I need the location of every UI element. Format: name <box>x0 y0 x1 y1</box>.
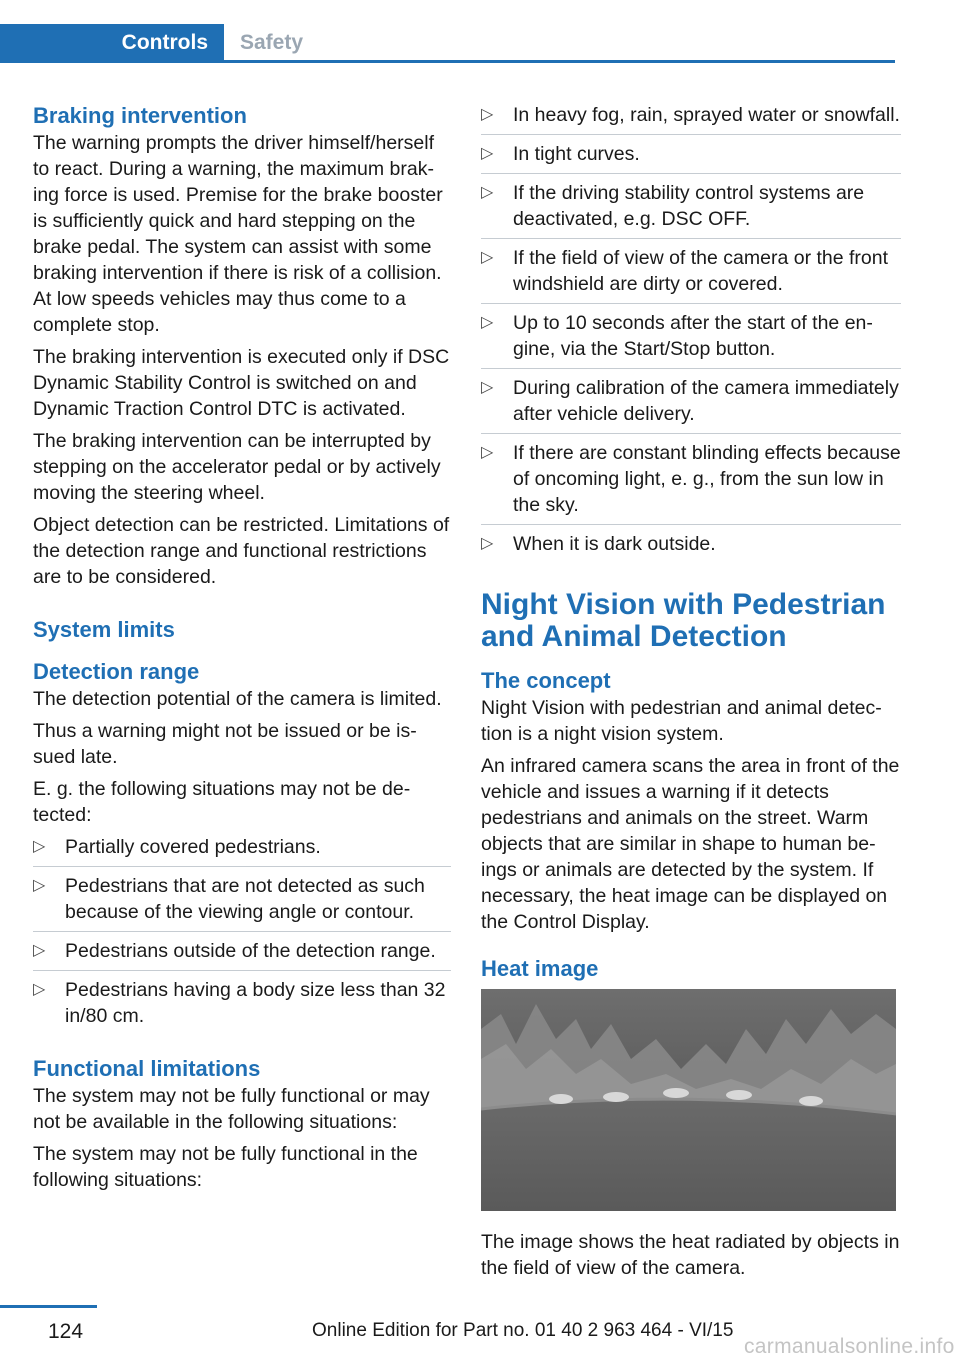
right-column <box>481 102 901 1287</box>
list-item: ▷ If the driving stability control systems are deactivated, e.g. DSC OFF. <box>481 180 901 239</box>
list-item: ▷ Up to 10 seconds after the start of the engine, via the Start/Stop button. <box>481 310 901 369</box>
triangle-bullet-icon: ▷ <box>481 106 494 123</box>
detection-paragraph-1: The detection potential of the camera is limited. <box>33 688 442 710</box>
detection-range-heading: Detection range <box>33 659 200 684</box>
braking-paragraph-2: The braking intervention is executed only if DSC Dynamic Stability Control is switched on and Dynamic Traction Control DTC is activated. <box>33 346 450 420</box>
list-item: ▷ During calibration of the camera immediately after vehicle delivery. <box>481 375 901 434</box>
triangle-bullet-icon: ▷ <box>481 535 494 552</box>
heat-image-caption: The image shows the heat radiated by objects in the field of view of the camera. <box>481 1231 900 1279</box>
list-item: ▷ Pedestrians having a body size less than 32 in/80 cm. <box>33 979 446 1027</box>
edition-text: Online Edition for Part no. 01 40 2 963 464 - VI/15 <box>312 1320 734 1341</box>
list-item: ▷ Partially covered pedestrians. <box>33 834 451 867</box>
page-number: 124 <box>48 1320 84 1343</box>
list-item: ▷ Pedestrians that are not detected as such because of the viewing angle or contour. <box>33 873 451 932</box>
triangle-bullet-icon: ▷ <box>481 249 494 266</box>
heat-image <box>481 989 896 1211</box>
triangle-bullet-icon: ▷ <box>33 981 46 998</box>
triangle-bullet-icon: ▷ <box>33 838 46 855</box>
concept-paragraph-1: Night Vision with pedestrian and animal detection is a night vision system. <box>481 697 882 745</box>
system-limits-heading: System limits <box>33 617 175 642</box>
triangle-bullet-icon: ▷ <box>481 379 494 396</box>
braking-paragraph-3: The braking intervention can be interrupted by stepping on the accelerator pedal or by actively moving the steering wheel. <box>33 430 441 504</box>
detection-list <box>33 834 451 1035</box>
braking-paragraph-4: Object detection can be restricted. Limitations of the detection range and functional restrictions are to be considered. <box>33 514 450 588</box>
braking-intervention-heading: Braking intervention <box>33 103 247 128</box>
limitations-list <box>481 102 901 563</box>
concept-paragraph-2: An infrared camera scans the area in front of the vehicle and issues a warning if it detects pedestrians and animals on the street. Warm objects that are similar in shape to human beings or animals are detected by the system. If necessary, the heat image can be displayed on the Control Display. <box>481 755 900 933</box>
braking-paragraph-1: The warning prompts the driver himself/herself to react. During a warning, the maximum braking force is used. Premise for the brake booster is sufficiently quick and hard stepping on the brake pedal. The system can assist with some braking intervention if there is risk of a collision. At low speeds vehicles may thus come to a complete stop. <box>33 132 443 336</box>
list-item: ▷ In tight curves. <box>481 141 901 174</box>
concept-heading: The concept <box>481 668 611 693</box>
list-item: ▷ If there are constant blinding effects because of oncoming light, e. g., from the sun low in the sky. <box>481 440 901 525</box>
detection-paragraph-2: Thus a warning might not be issued or be issued late. <box>33 720 417 768</box>
heat-image-heading: Heat image <box>481 956 599 981</box>
triangle-bullet-icon: ▷ <box>481 314 494 331</box>
list-item: ▷ When it is dark outside. <box>481 533 716 555</box>
watermark: carmanualsonline.info <box>744 1335 955 1358</box>
functional-paragraph-1: The system may not be fully functional or may not be available in the following situations: <box>33 1085 430 1133</box>
list-item: ▷ Pedestrians outside of the detection range. <box>33 938 451 971</box>
detection-paragraph-3: E. g. the following situations may not be detected: <box>33 778 411 826</box>
page-header <box>0 0 960 64</box>
night-vision-heading: Night Vision with Pedestrian and Animal Detection <box>481 588 886 653</box>
triangle-bullet-icon: ▷ <box>481 184 494 201</box>
triangle-bullet-icon: ▷ <box>33 877 46 894</box>
list-item: ▷ In heavy fog, rain, sprayed water or snowfall. <box>481 102 901 135</box>
triangle-bullet-icon: ▷ <box>481 145 494 162</box>
tab-safety[interactable]: Safety <box>240 31 304 54</box>
footer-rule <box>0 1305 97 1308</box>
functional-paragraph-2: The system may not be fully functional in the following situations: <box>33 1143 418 1191</box>
header-rule <box>0 60 895 63</box>
functional-limitations-heading: Functional limitations <box>33 1056 261 1081</box>
left-column <box>33 102 451 1199</box>
triangle-bullet-icon: ▷ <box>33 942 46 959</box>
list-item: ▷ If the field of view of the camera or the front windshield are dirty or covered. <box>481 245 901 304</box>
triangle-bullet-icon: ▷ <box>481 444 494 461</box>
tab-controls[interactable]: Controls <box>0 24 224 62</box>
